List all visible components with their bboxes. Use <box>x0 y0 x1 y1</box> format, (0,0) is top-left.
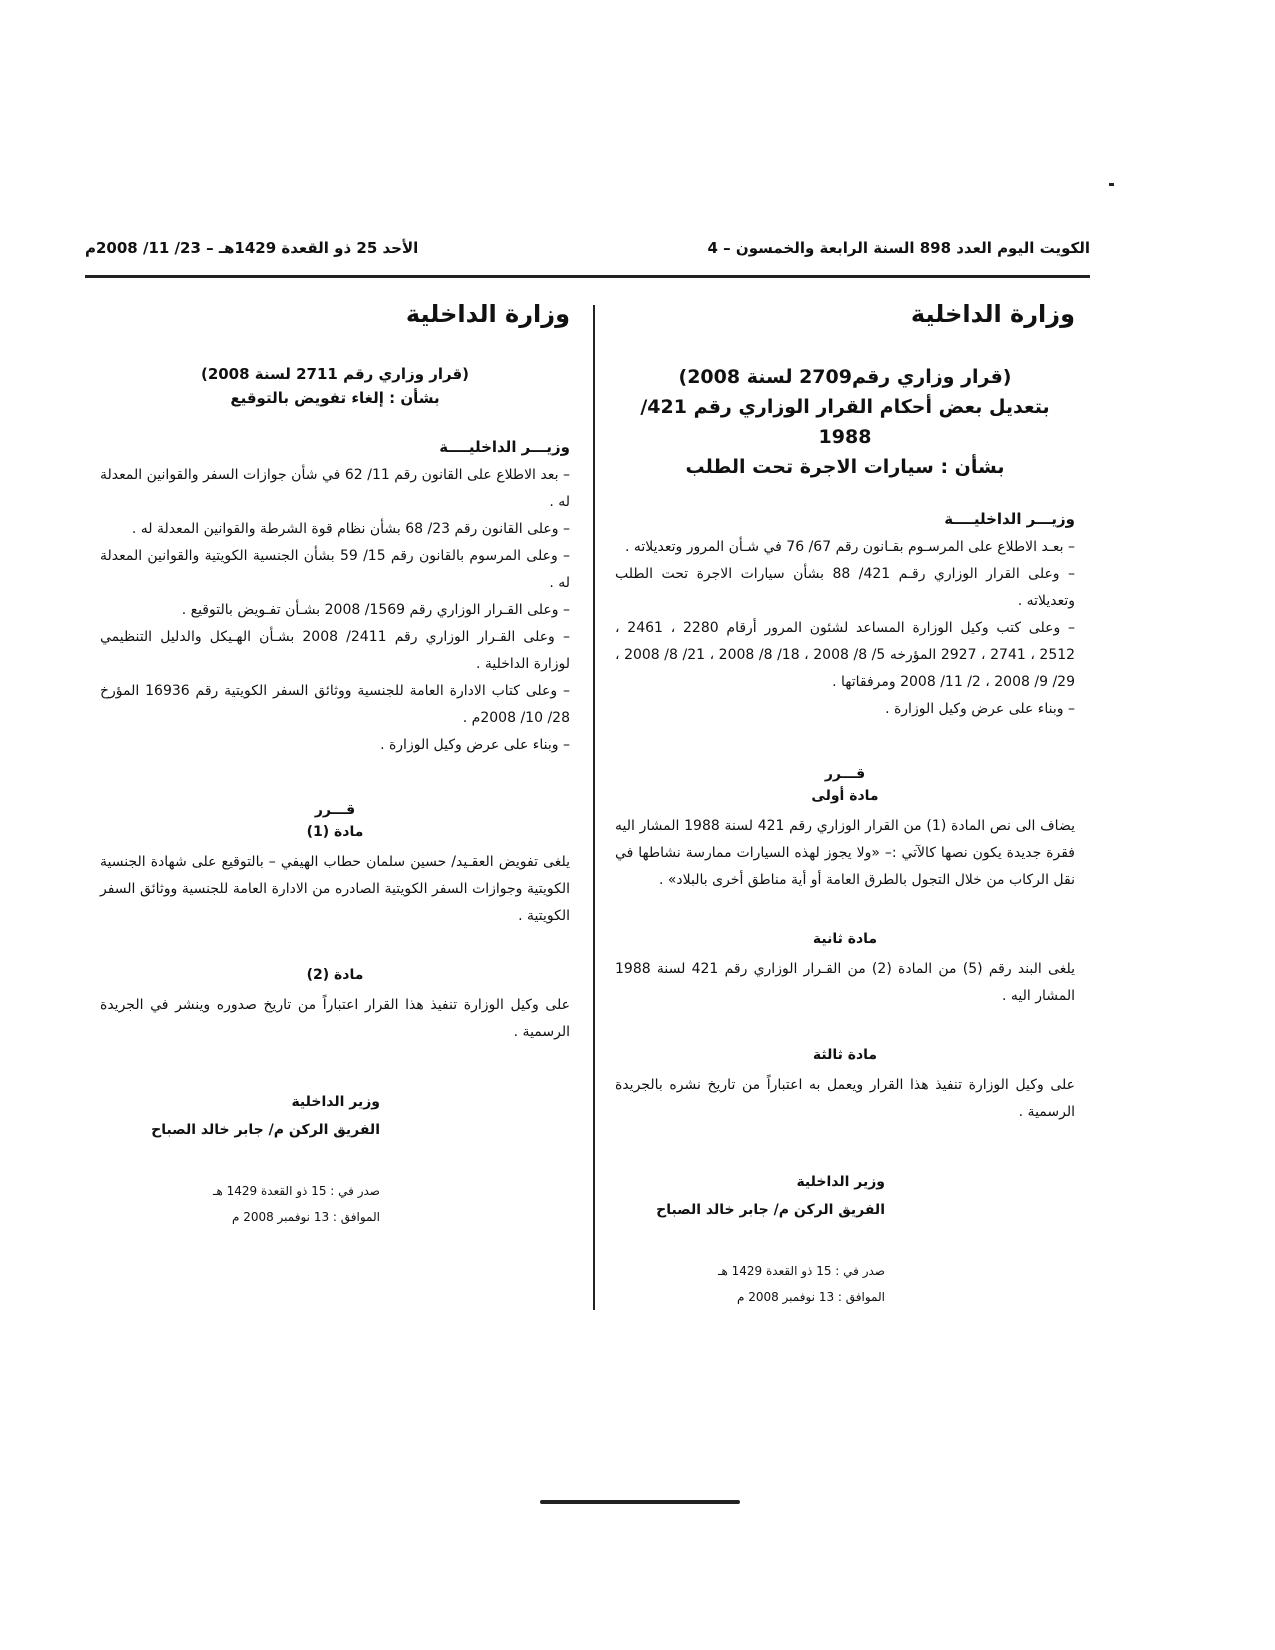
preamble-clause: – وعلى القـرار الوزاري رقم 1569/ 2008 بشـأن تفـويض بالتوقيع . <box>181 602 570 618</box>
article-text: يلغى تفويض العقـيد/ حسين سلمان حطاب الهيفي – بالتوقيع على شهادة الجنسية الكويتية وجوازات السفر الكويتية الصادره من الادارة العامة للجنسية ووثائق السفر الكويتية . <box>100 854 570 924</box>
decree-title <box>615 362 1075 482</box>
issued-hijri: صدر في : 15 ذو القعدة 1429 هـ <box>717 1264 885 1278</box>
decree-number-line: (قرار وزاري رقم 2711 لسنة 2008) <box>200 365 470 383</box>
preamble-clause: – وعلى كتب وكيل الوزارة المساعد لشئون المرور أرقام 2280 ، 2461 ، 2512 ، 2741 ، 2927 المؤرخه 5/ 8/ 2008 ، 18/ 8/ 2008 ، 21/ 8/ 2008 ، 29/ 9/ 2008 ، 2/ 11/ 2008 ومرفقاتها . <box>615 620 1076 690</box>
preamble-clause: – وبناء على عرض وكيل الوزارة . <box>885 701 1075 717</box>
preamble-clause: – وعلى القانون رقم 23/ 68 بشأن نظام قوة الشرطة والقوانين المعدلة له . <box>131 521 570 537</box>
signature-name: الفريق الركن م/ جابر خالد الصباح <box>656 1202 885 1218</box>
preamble-clause: – وعلى المرسوم بالقانون رقم 15/ 59 بشأن الجنسية الكويتية والقوانين المعدلة له . <box>100 548 571 591</box>
issued-hijri: صدر في : 15 ذو القعدة 1429 هـ <box>212 1184 380 1198</box>
preamble-clause: – وعلى كتاب الادارة العامة للجنسية ووثائق السفر الكويتية رقم 16936 المؤرخ 28/ 10/ 2008م . <box>100 683 571 726</box>
decree-subject-line: بشأن : سيارات الاجرة تحت الطلب <box>685 456 1005 478</box>
signature-block <box>120 1088 380 1144</box>
decision-heading: قـــرر <box>824 766 866 782</box>
column-divider <box>593 305 595 1310</box>
header-date: الأحد 25 ذو القعدة 1429هـ – 23/ 11/ 2008م <box>85 239 419 257</box>
decree-amendment-line: بتعديل بعض أحكام القرار الوزاري رقم 421/ 1988 <box>640 396 1050 448</box>
preamble-clause: – وعلى القرار الوزاري رقـم 421/ 88 بشأن سيارات الاجرة تحت الطلب وتعديلاته . <box>615 566 1075 609</box>
article-text: على وكيل الوزارة تنفيذ هذا القرار اعتباراً من تاريخ صدوره وينشر في الجريدة الرسمية . <box>100 997 570 1040</box>
issue-date-block <box>120 1178 380 1230</box>
decree-subject-line: بشأن : إلغاء تفويض بالتوقيع <box>230 389 440 407</box>
article-text: يضاف الى نص المادة (1) من القرار الوزاري رقم 421 لسنة 1988 المشار اليه فقرة جديدة يكون نصها كالآتي :– «ولا يجوز لهذه السيارات ممارسة نشاطها في نقل الركاب من خلال التجول بالطرق العامة أو أية مناطق أخرى بالبلاد» . <box>615 818 1075 888</box>
ministry-heading: وزارة الداخلية <box>405 300 570 328</box>
header-divider <box>85 275 1090 278</box>
decree-2709-column <box>615 300 1075 1310</box>
issued-gregorian: الموافق : 13 نوفمبر 2008 م <box>231 1210 380 1224</box>
scan-speck <box>1109 183 1114 186</box>
decree-2711-column <box>100 300 570 1230</box>
article-heading: مادة أولى <box>811 788 879 804</box>
preamble-clause: – بعد الاطلاع على القانون رقم 11/ 62 في شأن جوازات السفر والقوانين المعدلة له . <box>100 467 571 510</box>
issued-gregorian: الموافق : 13 نوفمبر 2008 م <box>736 1290 885 1304</box>
preamble-clause: – وعلى القـرار الوزاري رقم 2411/ 2008 بشـأن الهـيكل والدليل التنظيمي لوزارة الداخلية . <box>100 629 570 672</box>
issue-date-block <box>625 1258 885 1310</box>
signature-name: الفريق الركن م/ جابر خالد الصباح <box>151 1122 380 1138</box>
signature-block <box>625 1168 885 1224</box>
decision-heading: قـــرر <box>314 802 356 818</box>
article-heading: مادة (1) <box>306 824 364 840</box>
article-heading: مادة ثالثة <box>812 1047 878 1063</box>
ministry-heading: وزارة الداخلية <box>910 300 1075 328</box>
preamble-clause: – بعـد الاطلاع على المرسـوم بقـانون رقم 67/ 76 في شـأن المرور وتعديلاته . <box>624 539 1075 555</box>
header-issue-info: الكويت اليوم العدد 898 السنة الرابعة والخمسون – 4 <box>707 239 1090 257</box>
preamble-clause: – وبناء على عرض وكيل الوزارة . <box>380 737 570 753</box>
footer-ornament <box>540 1500 740 1504</box>
decree-number-line: (قرار وزاري رقم2709 لسنة 2008) <box>678 366 1012 388</box>
decree-title <box>100 362 570 410</box>
signature-title: وزير الداخلية <box>796 1174 885 1190</box>
page-header <box>85 235 1090 265</box>
signature-title: وزير الداخلية <box>291 1094 380 1110</box>
minister-heading: وزيـــر الداخليــــة <box>439 438 570 456</box>
article-heading: مادة (2) <box>306 967 364 983</box>
article-text: على وكيل الوزارة تنفيذ هذا القرار ويعمل به اعتباراً من تاريخ نشره بالجريدة الرسمية . <box>615 1077 1075 1120</box>
minister-heading: وزيـــر الداخليــــة <box>944 510 1075 528</box>
article-heading: مادة ثانية <box>812 931 878 947</box>
article-text: يلغى البند رقم (5) من المادة (2) من القـرار الوزاري رقم 421 لسنة 1988 المشار اليه . <box>615 961 1075 1004</box>
